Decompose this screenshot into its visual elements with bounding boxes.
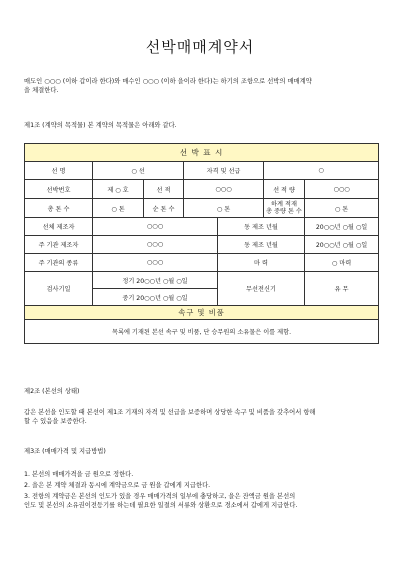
- article-3-item-2: 2. 을은 본 계약 체결과 동시에 계약금으로 금 원을 갑에게 지급한다.: [24, 482, 211, 489]
- inspection-regular: 정기 20○○년 ○월 ○일: [93, 272, 218, 289]
- deadweight-value: ○ 톤: [305, 199, 379, 218]
- ship-number-label: 선박번호: [25, 180, 93, 199]
- article-3-heading: 제3조 (매매가격 및 지급방법): [24, 448, 106, 455]
- article-2-line-1: 갑은 본선을 인도할 때 본선이 제1조 기재의 자격 및 선급을 보증하며 상당한 속구 및 비품을 갖추어서 항해: [24, 409, 316, 416]
- engine-date-value: 20○○년 ○월 ○일: [305, 236, 379, 254]
- inspection-interim: 중기 20○○년 ○월 ○일: [93, 289, 218, 306]
- engine-type-value: ○○○: [93, 254, 218, 272]
- radio-label: 무선전신기: [218, 272, 305, 306]
- fittings-note: 목록에 기재된 본선 속구 및 비품, 단 승무원의 소유물은 이를 제함.: [25, 320, 379, 344]
- radio-value: 유 무: [305, 272, 379, 306]
- intro-line-2: 을 체결한다.: [24, 87, 59, 94]
- tonnage-label: 선 적 량: [264, 180, 305, 199]
- engine-maker-label: 주 기관 제조자: [25, 236, 93, 254]
- ship-table-header: 선 박 표 시: [25, 144, 379, 162]
- article-3-item-1: 1. 본선의 매매가격을 금 원으로 정한다.: [24, 471, 134, 478]
- article-3-item-3-line-2: 인도 및 본선의 소유권이전등기를 하는데 필요한 일절의 서류와 상환으로 경소에서 갑에게 지급한다.: [24, 502, 298, 509]
- deadweight-label: [264, 199, 305, 218]
- article-2-heading: 제2조 (본선의 상태): [24, 388, 80, 395]
- ship-details-table: [24, 143, 379, 344]
- deadweight-label-line-2: 총 중량 톤 수: [266, 208, 302, 215]
- port-label: 선 적: [144, 180, 184, 199]
- engine-date-label: 동 제조 년월: [218, 236, 305, 254]
- inspection-label: 검사기일: [25, 272, 93, 306]
- engine-maker-value: ○○○: [93, 236, 218, 254]
- class-label: 자격 및 선급: [184, 162, 264, 180]
- article-1-heading: 제1조 (계약의 목적물) 본 계약의 목적물은 아래와 같다.: [24, 122, 177, 129]
- hull-date-value: 20○○년 ○월 ○일: [305, 218, 379, 236]
- document-title: 선박매매계약서: [145, 38, 255, 56]
- horsepower-label: 마 력: [218, 254, 305, 272]
- deadweight-label-line-1: 하계 적재: [271, 201, 297, 208]
- tonnage-value: ○○○: [305, 180, 379, 199]
- port-value: ○○○: [184, 180, 264, 199]
- net-tonnage-label: 순 톤 수: [144, 199, 184, 218]
- intro-line-1: 매도인 ○○○ (이하 갑이라 한다)와 매수인 ○○○ (이하 을이라 한다)는 하기의 조항으로 선박의 매매계약: [24, 78, 312, 85]
- engine-type-label: 주 기관의 종류: [25, 254, 93, 272]
- hull-maker-value: ○○○: [93, 218, 218, 236]
- horsepower-value: ○ 마력: [305, 254, 379, 272]
- gross-tonnage-value: ○ 톤: [93, 199, 144, 218]
- net-tonnage-value: ○ 톤: [184, 199, 264, 218]
- hull-maker-label: 선체 제조자: [25, 218, 93, 236]
- gross-tonnage-label: 총 톤 수: [25, 199, 93, 218]
- fittings-header: 속구 및 비품: [25, 306, 379, 320]
- article-3-item-3-line-1: 3. 전항의 계약금은 본선의 인도가 있을 경우 매매가격의 일부에 충당하고, 을은 잔액금 원을 본선의: [24, 493, 296, 500]
- ship-name-label: 선 명: [25, 162, 93, 180]
- ship-number-value: 제 ○ 호: [93, 180, 144, 199]
- article-2-line-2: 할 수 있음을 보증한다.: [24, 418, 87, 425]
- hull-date-label: 동 제조 년월: [218, 218, 305, 236]
- ship-name-value: ○ 선: [93, 162, 184, 180]
- class-value: ○: [264, 162, 379, 180]
